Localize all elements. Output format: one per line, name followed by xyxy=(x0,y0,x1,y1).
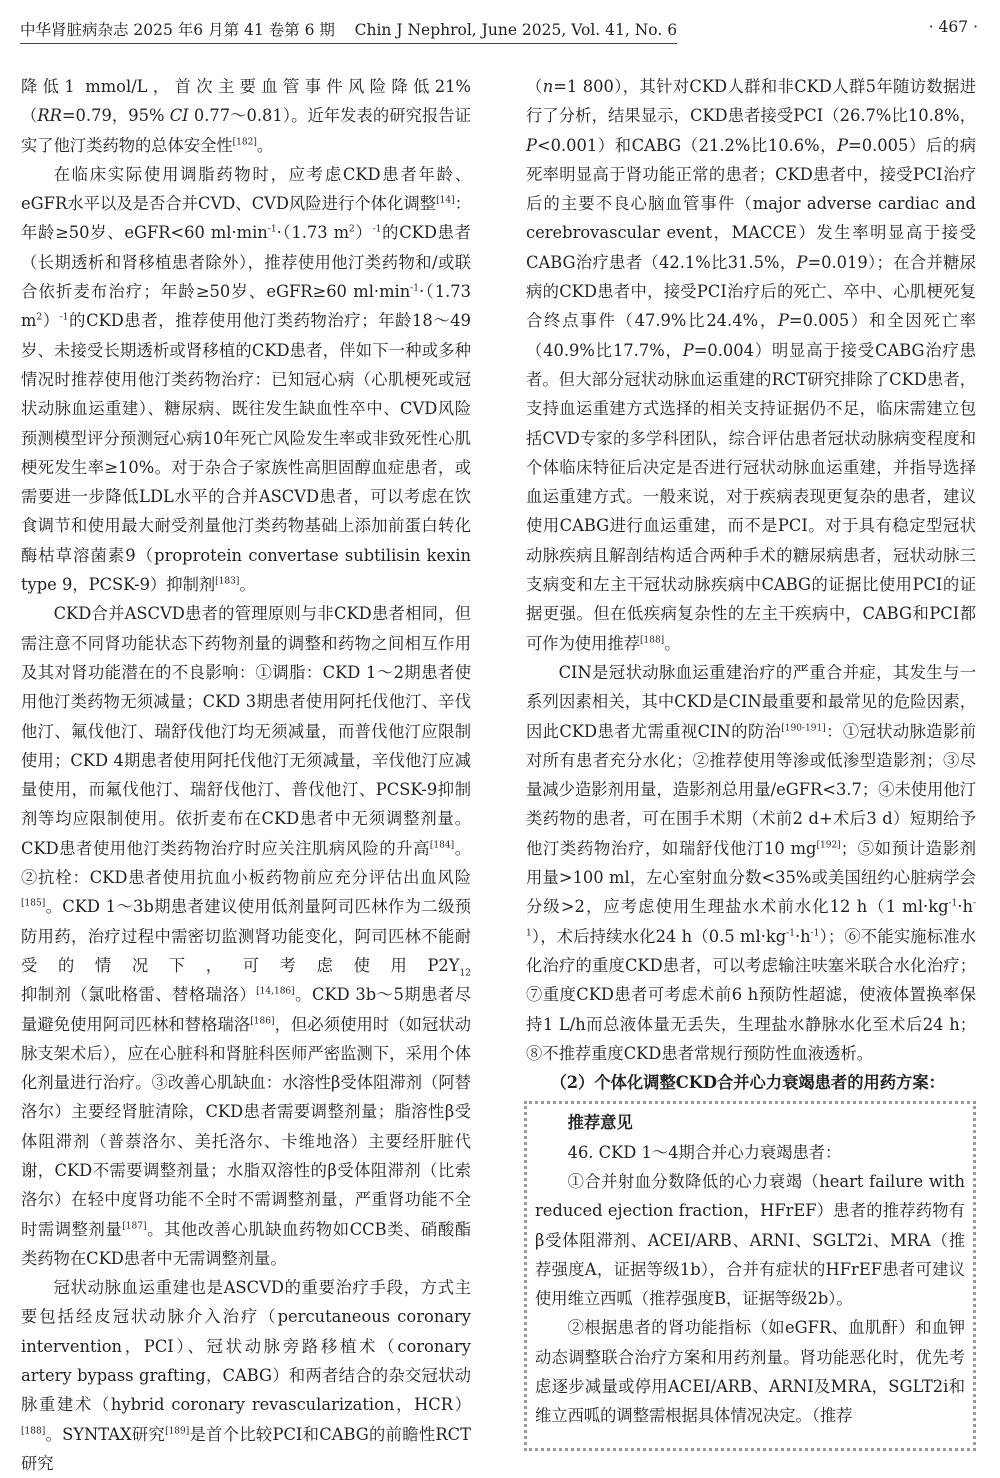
text-run: CKD合并ASCVD患者的管理原则与非CKD患者相同，但需注意不同肾功能状态下药物剂量的调整和药物之间相互作用及其对肾功能潜在的不良影响：①调脂：CKD 1～2期患者使用他汀类药物无须减量；CKD 3期患者使用阿托伐他汀、辛伐他汀、氟伐他汀、瑞舒伐他汀均无须减量，而普伐他汀应限制使用；CKD 4期患者使用阿托伐他汀无须减量，辛伐他汀应减量使用，而氟伐他汀、瑞舒伐他汀、普伐他汀、PCSK-9抑制剂等均应限制使用。依折麦布在CKD患者中无须调整剂量。CKD患者使用他汀类药物治疗时应关注肌病风险的升高 xyxy=(21,604,471,858)
text-run: 在临床实际使用调脂药物时，应考虑CKD患者年龄、eGFR水平以及是否合并CVD、CVD风险进行个体化调整 xyxy=(21,164,471,214)
italic-symbol: n xyxy=(542,77,554,96)
superscript: [188] xyxy=(639,635,665,646)
superscript: [14,186] xyxy=(256,986,295,997)
recommendation-item: ②根据患者的肾功能指标（如eGFR、血肌酐）和血钾动态调整联合治疗方案和用药剂量。肾功能恶化时，优先考虑逐步减量或停用ACEI/ARB、ARNI及MRA，SGLT2i和维立西呱的调整需根据具体情况决定。（推荐 xyxy=(535,1318,965,1426)
superscript: [192] xyxy=(816,840,841,851)
text-run: ：年龄≥50岁、eGFR<60 ml·min xyxy=(21,194,471,243)
recommendation-item: 46. CKD 1～4期合并心力衰竭患者： xyxy=(567,1142,842,1162)
right-column xyxy=(526,72,976,1451)
text-run: 。 xyxy=(664,633,681,653)
text-run: ）；⑥不能实施标准水化治疗的重度CKD患者，可以考虑输注呋塞米联合水化治疗；⑦重度CKD患者可考虑术前6 h预防性超滤，使液体置换率保持1 L/h而总液体量无丢失，生理盐水静脉水化至术后24 h；⑧不推荐重度CKD患者常规行预防性血液透析。 xyxy=(526,926,976,1063)
text-run: ，但必须使用时（如冠状动脉支架术后），应在心脏科和肾脏科医师严密监测下，采用个体化剂量进行治疗。③改善心肌缺血：水溶性β受体阻滞剂（阿替洛尔）主要经肾脏清除，CKD患者需要调整剂量；脂溶性β受体阻滞剂（普萘洛尔、美托洛尔、卡维地洛）主要经肝脏代谢，CKD不需要调整剂量；水脂双溶性的β受体阻滞剂（比索洛尔）在轻中度肾功能不全时不需调整剂量，严重肾功能不全时需调整剂量 xyxy=(21,1014,471,1239)
text-run: ） xyxy=(42,311,60,331)
superscript: -1 xyxy=(810,928,820,939)
superscript: [184] xyxy=(429,840,455,851)
superscript: -1 xyxy=(267,225,277,236)
text-run: ；⑤如预计造影剂用量>100 ml，左心室射血分数<35%或美国纽约心脏病学会分级>2，应考虑使用生理盐水术前水化12 h（1 ml·kg xyxy=(526,838,976,917)
superscript: 2 xyxy=(349,225,355,236)
journal-citation xyxy=(20,18,677,44)
text-run: =0.005）后的病死率明显高于肾功能正常的患者；CKD患者中，接受PCI治疗后的主要不良心脑血管事件（major adverse cardiac and cerebrovascular event，MACCE）发生率明显高于接受CABG治疗患者（42.1%比31.5%， xyxy=(526,135,976,272)
text-run: 是首个比较PCI和CABG的前瞻性RCT研究 xyxy=(21,1424,471,1473)
journal-title-cn: 中华肾脏病杂志 2025 年6 月第 41 卷第 6 期 xyxy=(20,21,335,39)
superscript: -1 xyxy=(372,225,382,236)
superscript: [182] xyxy=(232,137,257,148)
text-run: =0.005）和全因死亡率（40.9%比17.7%， xyxy=(526,311,976,360)
italic-symbol: P xyxy=(526,135,537,155)
text-run: 。 xyxy=(239,575,256,595)
superscript: [14] xyxy=(436,195,455,206)
text-run: 0.77～0.81）。近年发表的研究报告证实了他汀类药物的总体安全性 xyxy=(21,106,471,155)
text-run: 的CKD患者，推荐使用他汀类药物治疗；年龄18～49岁、未接受长期透析或肾移植的CKD患者，伴如下一种或多种情况时推荐使用他汀类药物治疗：已知冠心病（心肌梗死或冠状动脉血运重建）、糖尿病、既往发生缺血性卒中、CVD风险预测模型评分预测冠心病10年死亡风险发生率或非致死性心肌梗死发生率≥10%。对于杂合子家族性高胆固醇血症患者，或需要进一步降低LDL水平的合并ASCVD患者，可以考虑在饮食调节和使用最大耐受剂量他汀类药物基础上添加前蛋白转化酶枯草溶菌素9（proprotein convertase subtilisin kexin type 9，PCSK-9）抑制剂 xyxy=(21,311,471,595)
text-run: 的CKD患者（长期透析和肾移植患者除外），推荐使用他汀类药物和/或联合依折麦布治疗；年龄≥50岁、eGFR≥60 ml·min xyxy=(21,223,471,302)
journal-title-en: Chin J Nephrol, June 2025, Vol. 41, No. 6 xyxy=(354,21,678,39)
text-run: 。 xyxy=(256,135,274,155)
running-header xyxy=(20,18,978,42)
text-run: 降低1 mmol/L，首次主要血管事件风险降低21%（ xyxy=(21,77,471,126)
superscript: [183] xyxy=(215,576,240,587)
text-run: ·h xyxy=(957,897,973,917)
text-run: ·（1.73 m xyxy=(21,282,471,331)
recommendation-box xyxy=(524,1101,976,1451)
paragraph xyxy=(526,72,976,658)
paragraph xyxy=(21,1273,471,1478)
italic-symbol: P xyxy=(796,252,808,272)
text-run: 冠状动脉血运重建也是ASCVD的重要治疗手段，方式主要包括经皮冠状动脉介入治疗（percutaneous coronary intervention，PCI）、冠状动脉旁路移植术（coronary artery bypass grafting，CABG）和两者结合的杂交冠状动脉重建术（hybrid coronary revascularization，HCR） xyxy=(21,1278,471,1415)
text-run: =0.019）；在合并糖尿病的CKD患者中，接受PCI治疗后的死亡、卒中、心肌梗死复合终点事件（47.9%比24.4%， xyxy=(526,252,977,331)
italic-symbol: P xyxy=(778,311,789,331)
page-number: · 467 · xyxy=(928,18,978,36)
superscript: [185] xyxy=(21,898,46,909)
italic-symbol: P xyxy=(837,135,849,155)
superscript: [186] xyxy=(250,1016,275,1027)
superscript: -1 xyxy=(410,283,420,294)
text-run: ） xyxy=(354,223,373,243)
paragraph xyxy=(21,72,471,160)
text-run: ），术后持续水化24 h（0.5 ml·kg xyxy=(531,926,787,946)
text-run: 。CKD 3b～5期患者尽量避免使用阿司匹林和替格瑞洛 xyxy=(21,985,471,1034)
text-run: =0.79，95% xyxy=(61,106,170,126)
paragraph xyxy=(21,160,471,599)
text-run: （ xyxy=(526,77,543,96)
right-column-body xyxy=(526,72,976,1068)
paragraph xyxy=(21,599,471,1273)
text-run: 抑制剂（氯吡格雷、替格瑞洛） xyxy=(21,985,257,1005)
section-heading: （2）个体化调整CKD合并心力衰竭患者的用药方案： xyxy=(550,1073,945,1093)
text-run: ·（1.73 m xyxy=(276,223,350,243)
text-run: =0.004）明显高于接受CABG治疗患者。但大部分冠状动脉血运重建的RCT研究排除了CKD患者，支持血运重建方式选择的相关支持证据仍不足，临床需建立包括CVD专家的多学科团队，综合评估患者冠状动脉病变程度和个体临床特征后决定是否进行冠状动脉血运重建，并指导选择血运重建方式。一般来说，对于疾病表现更复杂的患者，建议使用CABG进行血运重建，而不是PCI。对于具有稳定型冠状动脉疾病且解剖结构适合两种手术的糖尿病患者，冠状动脉三支病变和左主干冠状动脉疾病中CABG的证据比使用PCI的证据更强。但在低疾病复杂性的左主干疾病中，CABG和PCI都可作为使用推荐 xyxy=(526,340,976,653)
superscript: -1 xyxy=(786,928,795,939)
superscript: -1 xyxy=(526,898,976,939)
superscript: [188] xyxy=(21,1426,46,1437)
text-run: CIN是冠状动脉血运重建治疗的严重合并症，其发生与一系列因素相关，其中CKD是CIN最重要和最常见的危险因素，因此CKD患者尤需重视CIN的防治 xyxy=(526,662,976,741)
left-column xyxy=(21,72,471,1478)
recommendation-item: ①合并射血分数降低的心力衰竭（heart failure with reduced ejection fraction，HFrEF）患者的推荐药物有β受体阻滞剂、ACEI/ARB、ARNI、SGLT2i、MRA（推荐强度A，证据等级1b），合并有症状的HFrEF患者可建议使用维立西呱（推荐强度B，证据等级2b）。 xyxy=(535,1171,965,1309)
italic-symbol: CI xyxy=(169,106,189,126)
italic-symbol: RR xyxy=(37,106,62,126)
text-run: 。CKD 1～3b期患者建议使用低剂量阿司匹林作为二级预防用药，治疗过程中需密切监测肾功能变化，阿司匹林不能耐受的情况下，可考虑使用P2Y xyxy=(21,897,471,975)
text-run: ：①冠状动脉造影前对所有患者充分水化；②推荐使用等渗或低渗型造影剂；③尽量减少造影剂用量，造影剂总用量/eGFR<3.7；④未使用他汀类药物的患者，可在围手术期（术前2 d+术后3 d）短期给予他汀类药物治疗，如瑞舒伐他汀10 mg xyxy=(526,721,976,858)
italic-symbol: P xyxy=(682,340,694,360)
paragraph xyxy=(526,658,976,1068)
superscript: [190-191] xyxy=(781,723,826,734)
superscript: [189] xyxy=(165,1426,190,1437)
text-run: =1 800），其针对CKD人群和非CKD人群5年随访数据进行了分析，结果显示，CKD患者接受PCI（26.7%比10.8%， xyxy=(526,77,976,126)
recommendation-title: 推荐意见 xyxy=(567,1113,633,1133)
text-run: ·h xyxy=(794,926,811,946)
text-run: <0.001）和CABG（21.2%比10.6%， xyxy=(536,135,838,155)
subscript: 12 xyxy=(459,968,471,979)
superscript: -1 xyxy=(59,312,69,323)
superscript: -1 xyxy=(948,898,958,909)
text-run: 。②抗栓：CKD患者使用抗血小板药物前应充分评估出血风险 xyxy=(21,838,471,888)
text-run: 。SYNTAX研究 xyxy=(45,1424,166,1444)
superscript: 2 xyxy=(36,312,43,323)
text-run: 。其他改善心肌缺血药物如CCB类、硝酸酯类药物在CKD患者中无需调整剂量。 xyxy=(21,1219,471,1268)
superscript: [187] xyxy=(122,1221,147,1232)
